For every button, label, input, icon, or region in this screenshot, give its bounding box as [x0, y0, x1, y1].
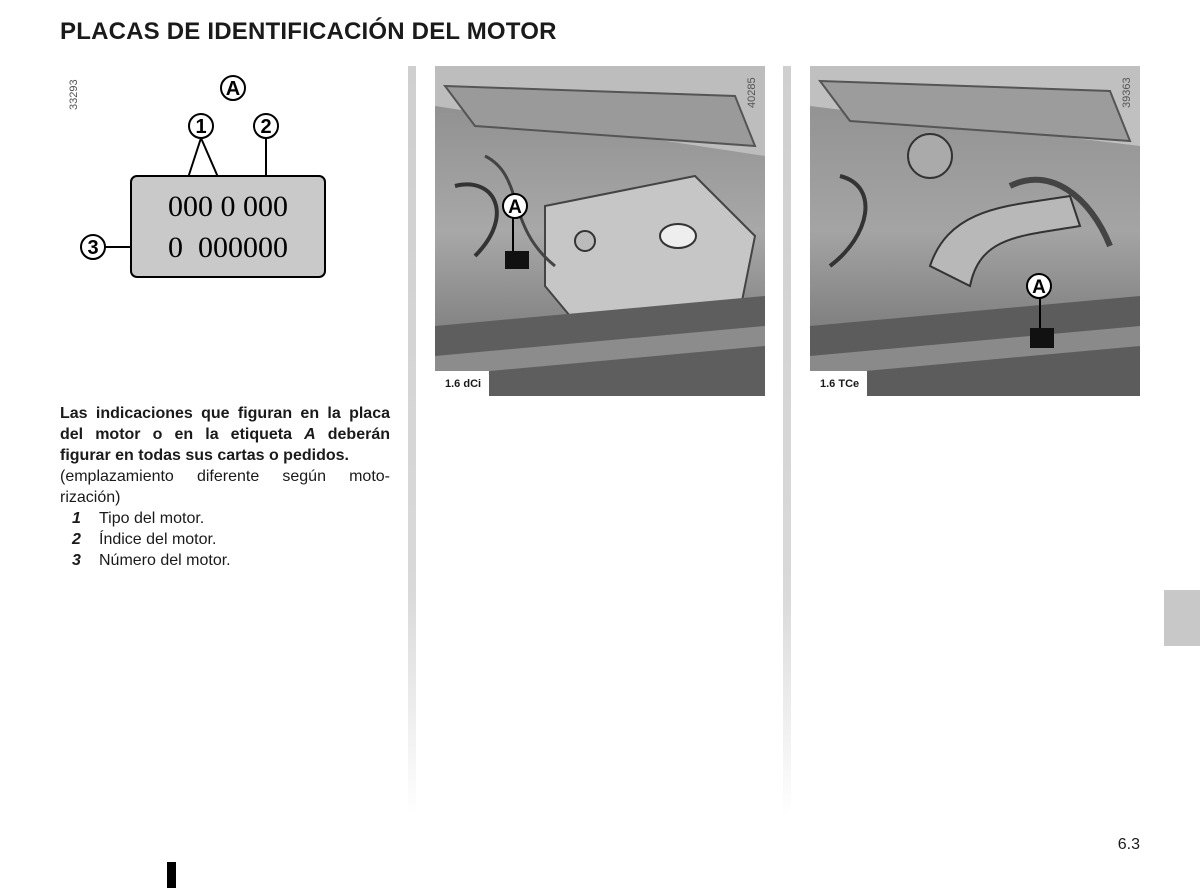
intro-text: Las indicaciones que figuran en la placa del motor o en la etiqueta A deberán figurar en todas sus cartas o pedidos. [60, 405, 391, 464]
engine-photo-dci [435, 66, 765, 396]
engine-plate-diagram [60, 66, 400, 326]
column-divider [408, 66, 416, 816]
page-number: 6.3 [1117, 836, 1140, 853]
column-divider [783, 66, 791, 816]
crop-mark [167, 862, 176, 888]
figure-number: 33293 [68, 79, 80, 110]
section-tab [1164, 590, 1200, 646]
photo-caption: 1.6 TCe [810, 371, 867, 396]
svg-text:1: 1 [195, 116, 207, 138]
engine-label-marker [1030, 328, 1054, 348]
legend-item: 3 Número del motor. [72, 552, 231, 569]
svg-text:3: 3 [87, 237, 99, 259]
engine-photo-tce [810, 66, 1140, 396]
callout-1 [189, 114, 213, 138]
location-note: (emplazamiento diferente según moto-rización) [60, 468, 390, 506]
figure-number: 39363 [1121, 77, 1133, 108]
callout-2 [254, 114, 278, 138]
engine-label-marker [505, 251, 529, 269]
engine-bay-illustration [810, 66, 1140, 396]
page-title: PLACAS DE IDENTIFICACIÓN DEL MOTOR [60, 18, 557, 45]
callout-a [221, 76, 245, 100]
svg-text:A: A [225, 78, 241, 100]
legend-item: 1 Tipo del motor. [72, 510, 205, 527]
engine-plate-figure [60, 66, 400, 326]
callout-3 [81, 235, 105, 259]
legend-list [60, 508, 390, 571]
engine-bay-illustration [435, 66, 765, 396]
plate-line-2: 0 000000 [168, 231, 288, 264]
plate-line-1: 000 0 000 [168, 190, 288, 223]
photo-callout-a: A [1032, 277, 1046, 298]
photo-caption: 1.6 dCi [435, 371, 489, 396]
description [60, 403, 390, 571]
svg-text:2: 2 [260, 116, 272, 138]
figure-number: 40285 [746, 77, 758, 108]
photo-callout-a: A [508, 197, 522, 218]
legend-item: 2 Índice del motor. [72, 531, 217, 548]
